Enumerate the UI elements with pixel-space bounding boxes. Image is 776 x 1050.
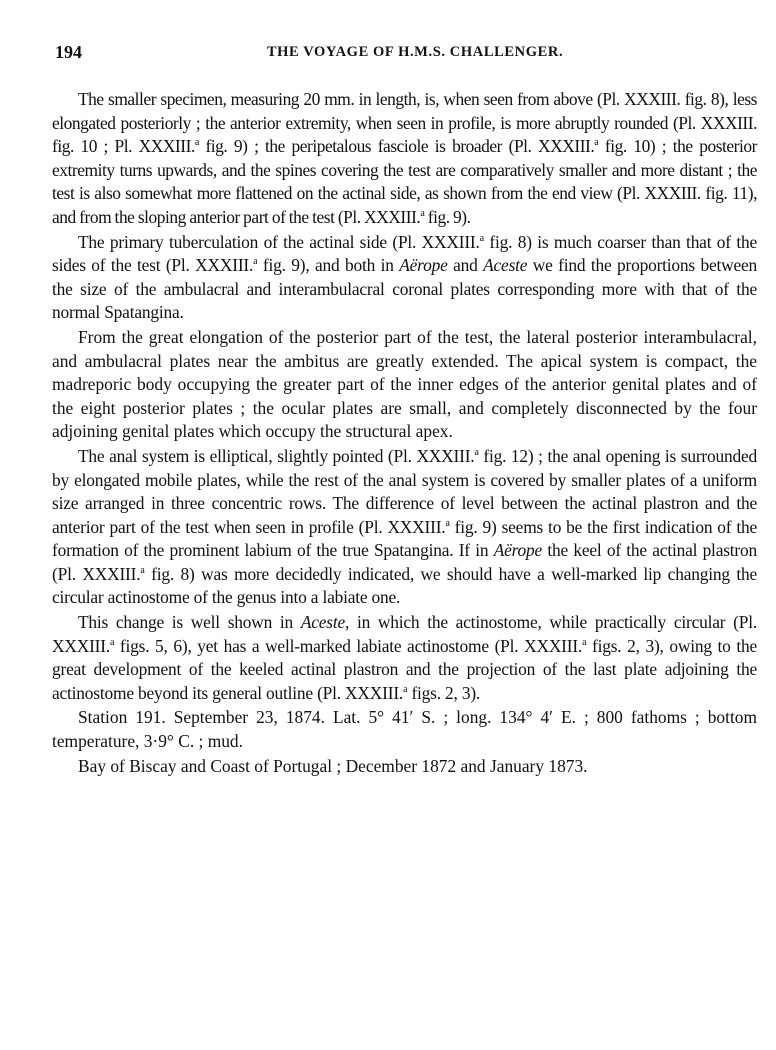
text-run: The smaller specimen, measuring 20 mm. in length, is, when seen from above (Pl. XXXIII. fig. 8), less elongated posteriorly ; the anterior extremity, when seen in profile, is more abruptly rounded (Pl. XXXIII. fig. 10 ; Pl. XXXIII. [52,89,757,157]
page-number: 194 [55,42,82,62]
superscript: a [594,137,599,149]
text-run: This change is well shown in [78,612,301,633]
text-run: The primary tuberculation of the actinal side (Pl. XXXIII. [78,231,480,252]
text-run: fig. 8) is much coarser than that of the sides of the test (Pl. XXXIII. [52,231,757,276]
superscript: a [445,517,450,529]
superscript: a [582,636,587,648]
superscript: a [474,446,479,458]
superscript: a [479,232,484,244]
text-run: the keel of the actinal plastron (Pl. XXXIII. [52,540,757,584]
text-run: and [447,255,484,276]
italic-genus-name: Aërope [493,540,543,561]
text-run: fig. 12) ; the anal opening is surrounded by elongated mobile plates, while the rest of the anal system is covered by smaller plates of a uniform size arranged in three concentric rows. The difference of level between the actinal plastron and the anterior part of the test when seen in profile (Pl. XXXIII. [52,445,757,537]
superscript: a [140,564,145,576]
text-run: fig. 10) ; the posterior extremity turns upwards, and the spines covering the test are comparatively smaller and more distant ; the test is also somewhat more flattened on the actinal side, as shown from the end view (Pl. XXXIII. fig. 11), and from the sloping anterior part of the test (Pl. XXXIII. [52,136,757,227]
text-run: fig. 8) was more decidedly indicated, we should have a well-marked lip changing the circular actinostome of the genus into a labiate one. [52,563,757,608]
paragraph-station-record: Station 191. September 23, 1874. Lat. 5° 41′ S. ; long. 134° 4′ E. ; 800 fathoms ; bottom temperature, 3·9° C. ; mud. [52,707,757,752]
paragraph-primary-tuberculation [52,231,757,325]
superscript: a [403,683,408,695]
text-run: we find the proportions between the size of the ambulacral and interambulacral coronal plates corresponding more with that of the normal Spatangina. [52,255,758,323]
italic-genus-name: Aërope [399,255,448,276]
text-run: fig. 9), and both in [257,255,400,276]
text-run: fig. 9) ; the peripetalous fasciole is broader (Pl. XXXIII. [198,136,595,157]
text-run: fig. 9). [424,206,471,227]
italic-genus-name: Aceste [300,612,346,633]
text-run: figs. 2, 3), owing to the great development of the keeled actinal plastron and the projection of the last plate adjoining the actinostome beyond its general outline (Pl. XXXIII. [52,635,757,703]
paragraph-anal-system [52,445,757,610]
paragraph-posterior-elongation: From the great elongation of the posterior part of the test, the lateral posterior interambulacral, and ambulacral plates near the ambitus are greatly extended. The apical system is compact, the madreporic body occupying the greater part of the inner edges of the anterior genital plates and of the eight posterior plates ; the ocular plates are small, and completely disconnected by the four adjoining genital plates which occupy the structural apex. [52,326,757,442]
paragraph-aceste-change [52,611,757,705]
text-run: , in which the actinostome, while practically circular (Pl. XXXIII. [52,612,757,656]
paragraph-smaller-specimen [52,88,757,230]
superscript: a [420,207,425,219]
italic-genus-name: Aceste [483,255,528,276]
superscript: a [253,256,258,268]
body-text [52,88,757,778]
running-title: THE VOYAGE OF H.M.S. CHALLENGER. [266,44,564,60]
text-run: fig. 9) seems to be the first indication of the formation of the prominent labium of the true Spatangina. If in [52,516,757,561]
page-header [55,42,755,66]
superscript: a [110,636,115,648]
text-run: figs. 2, 3). [407,682,481,703]
superscript: a [194,137,199,149]
paragraph-locality: Bay of Biscay and Coast of Portugal ; December 1872 and January 1873. [78,755,588,776]
text-run: figs. 5, 6), yet has a well-marked labiate actinostome (Pl. XXXIII. [114,635,583,656]
text-run: The anal system is elliptical, slightly pointed (Pl. XXXIII. [78,445,475,466]
